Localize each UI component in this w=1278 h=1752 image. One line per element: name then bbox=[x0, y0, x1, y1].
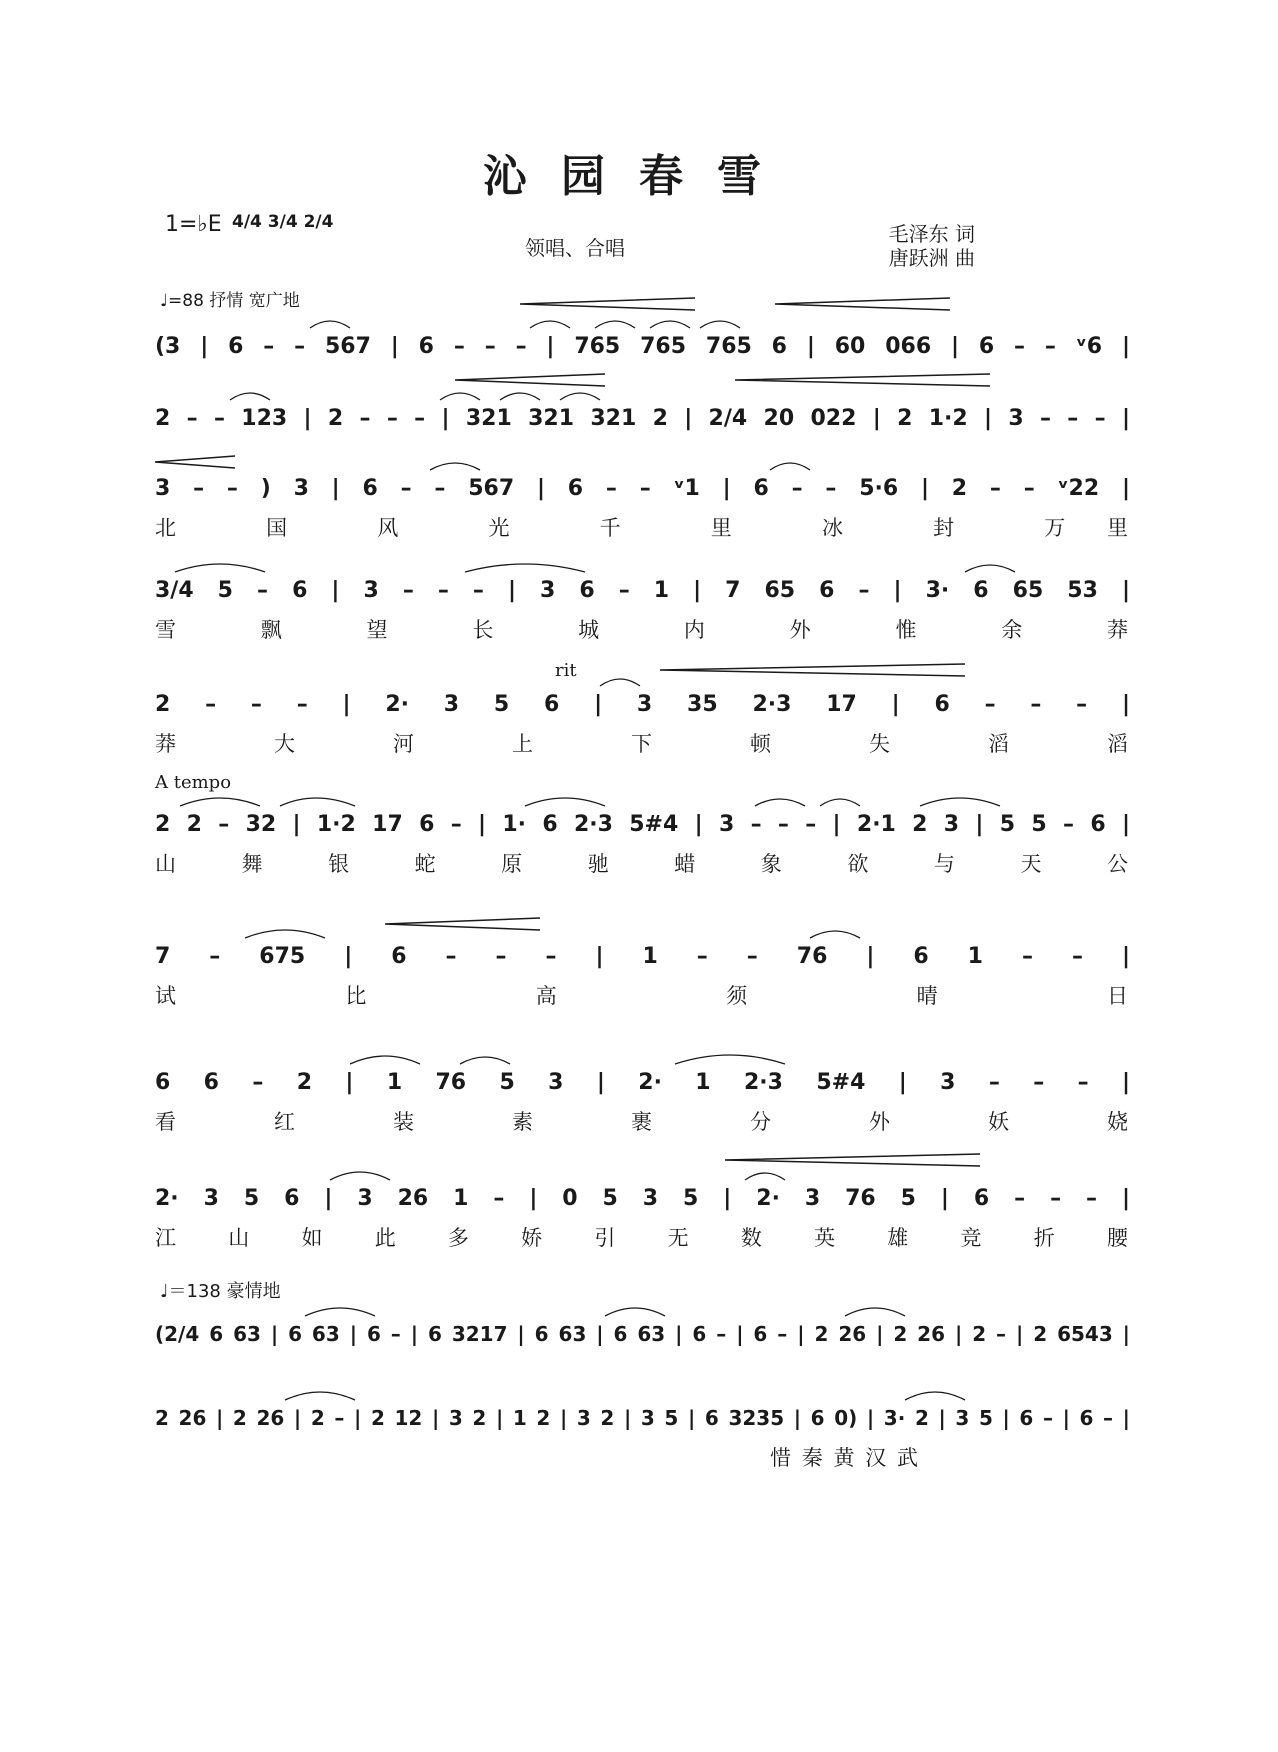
dynamics-line-3 bbox=[155, 476, 1130, 546]
notes-line-7: 7 – 675 | 6 – – – | 1 – – 76 | 6 1 – – | bbox=[155, 944, 1130, 969]
dynamics-line-2 bbox=[155, 406, 1130, 466]
tempo-coda: ♩＝138 豪情地 bbox=[160, 1281, 281, 1302]
score-line-10 bbox=[155, 1322, 1130, 1372]
notes-line-6: 2 2 – 32 | 1·2 17 6 – | 1· 6 2·3 5#4 | 3 – – – | 2·1 2 3 | 5 5 – 6 | bbox=[155, 812, 1130, 837]
slurs-line-6 bbox=[155, 812, 1130, 882]
lyrics-line-6: 山 舞 银 蛇 原 驰 蜡 象 欲 与 天 公 bbox=[155, 852, 1130, 876]
slurs-line-4 bbox=[155, 578, 1130, 648]
notes-line-4: 3/4 5 – 6 | 3 – – – | 3 6 – 1 | 7 65 6 – | 3· 6 65 53 | bbox=[155, 578, 1130, 603]
score-line-2 bbox=[155, 406, 1130, 466]
score-line-7 bbox=[155, 944, 1130, 1014]
lyrics-line-9: 江 山 如 此 多 娇 引 无 数 英 雄 竞 折 腰 bbox=[155, 1226, 1130, 1250]
notes-line-2: 2 – – 123 | 2 – – – | 321 321 321 2 | 2/4 20 022 | 2 1·2 | 3 – – – | bbox=[155, 406, 1130, 431]
tempo-rit: rit bbox=[555, 660, 577, 681]
score-line-1 bbox=[155, 334, 1130, 394]
notes-line-3: 3 – – ) 3 | 6 – – 567 | 6 – – ᵛ1 | 6 – – 5·6 | 2 – – ᵛ22 | bbox=[155, 476, 1130, 501]
song-title: 沁园春雪 bbox=[483, 151, 795, 202]
slurs-line-10 bbox=[155, 1322, 1130, 1372]
lyrics-line-5: 莽 大 河 上 下 顿 失 滔 滔 bbox=[155, 732, 1130, 756]
dynamics-line-7 bbox=[155, 944, 1130, 1014]
slurs-line-11 bbox=[155, 1406, 1130, 1476]
notes-line-5: 2 – – – | 2· 3 5 6 | 3 35 2·3 17 | 6 – – – | bbox=[155, 692, 1130, 717]
lyricist: 毛泽东 词 bbox=[888, 222, 975, 246]
score-line-6 bbox=[155, 812, 1130, 882]
notes-line-10: (2/4 6 63 | 6 63 | 6 – | 6 3217 | 6 63 | 6 63 | 6 – | 6 – | 2 26 | 2 26 | 2 – | 2 6543 | bbox=[155, 1322, 1130, 1346]
lyrics-line-3: 北 国 风 光 千 里 冰 封 万里 bbox=[155, 516, 1130, 540]
score-line-8 bbox=[155, 1070, 1130, 1140]
dynamics-line-9 bbox=[155, 1186, 1130, 1256]
notes-line-1: (3 | 6 – – 567 | 6 – – – | 765 765 765 6 | 60 066 | 6 – – ᵛ6 | bbox=[155, 334, 1130, 359]
credits bbox=[860, 222, 975, 270]
score-line-5 bbox=[155, 692, 1130, 762]
score-line-3 bbox=[155, 476, 1130, 546]
lyrics-line-8: 看 红 装 素 裹 分 外 妖 娆 bbox=[155, 1110, 1130, 1134]
score-line-11 bbox=[155, 1406, 1130, 1476]
lyrics-line-4: 雪 飘 望 长 城 内 外 惟 余 莽 bbox=[155, 618, 1130, 642]
notes-line-11: 2 26 | 2 26 | 2 – | 2 12 | 3 2 | 1 2 | 3 2 | 3 5 | 6 3235 | 6 0) | 3· 2 | 3 5 | 6 – | 6 – | bbox=[155, 1406, 1130, 1430]
notes-line-8: 6 6 – 2 | 1 76 5 3 | 2· 1 2·3 5#4 | 3 – – – | bbox=[155, 1070, 1130, 1095]
dynamics-line-5 bbox=[155, 692, 1130, 762]
slurs-line-8 bbox=[155, 1070, 1130, 1140]
tempo-intro: ♩=88 抒情 宽广地 bbox=[160, 291, 300, 311]
composer: 唐跃洲 曲 bbox=[888, 246, 975, 270]
performance-note: 领唱、合唱 bbox=[525, 236, 625, 260]
key-signature: 1=♭E bbox=[165, 212, 222, 237]
time-signatures: 4/4 3/4 2/4 bbox=[232, 212, 334, 232]
score-line-4 bbox=[155, 578, 1130, 648]
tempo-a-tempo: A tempo bbox=[155, 772, 232, 793]
score-line-9 bbox=[155, 1186, 1130, 1256]
dynamics-line-1 bbox=[155, 334, 1130, 394]
lyrics-line-11: 惜 秦 黄 汉 武 bbox=[770, 1446, 920, 1470]
notes-line-9: 2· 3 5 6 | 3 26 1 – | 0 5 3 5 | 2· 3 76 5 | 6 – – – | bbox=[155, 1186, 1130, 1211]
lyrics-line-7: 试 比 高 须 晴 日 bbox=[155, 984, 1130, 1008]
